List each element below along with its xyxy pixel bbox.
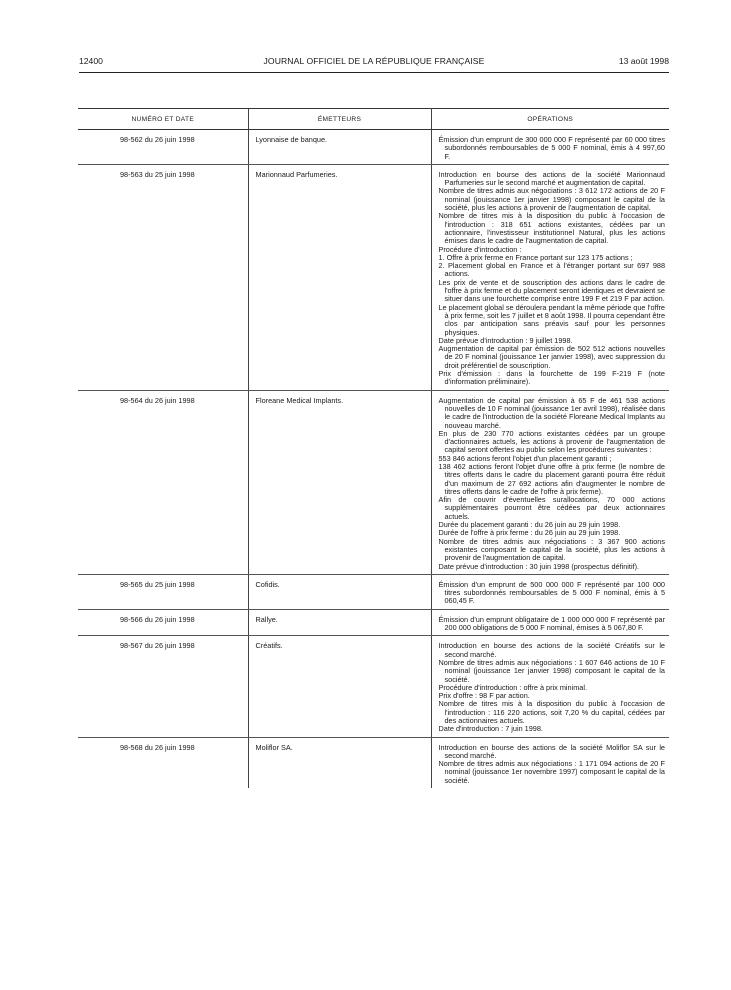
operation-paragraph: Prix d'offre : 98 F par action. — [438, 691, 530, 701]
operation-paragraph: 1. Offre à prix ferme en France portant sur 123 175 actions ; — [438, 252, 633, 262]
operation-paragraph: Date d'introduction : 7 juin 1998. — [438, 724, 543, 734]
row-numero: 98-562 du 26 juin 1998 — [78, 130, 248, 165]
row-operations — [431, 636, 669, 737]
header-rule — [79, 72, 669, 73]
operation-paragraph: Nombre de titres admis aux négociations : 1 607 646 actions de 10 F nominal (jouissance 1er janvier 1998) composant le capital de la société. — [438, 657, 665, 684]
row-numero: 98-567 du 26 juin 1998 — [78, 636, 248, 737]
table-row — [78, 574, 669, 609]
operation-paragraph: Émission d'un emprunt de 300 000 000 F représenté par 60 000 titres subordonnés remboursables de 5 000 F nominal, émis à 4 997,60 F. — [438, 135, 665, 161]
row-emetteur: Lyonnaise de banque. — [248, 130, 431, 165]
row-numero: 98-566 du 26 juin 1998 — [78, 609, 248, 636]
operation-paragraph: Introduction en bourse des actions de la société Marionnaud Parfumeries sur le second marché et augmentation de capital. — [438, 169, 665, 188]
row-operations — [431, 574, 669, 609]
operation-paragraph: Nombre de titres mis à la disposition du public à l'occasion de l'introduction : 116 220 actions, soit 7,20 % du capital, cédées par des actionnaires actuels. — [438, 699, 665, 725]
row-operations — [431, 164, 669, 390]
operation-paragraph: Durée du placement garanti : du 26 juin au 29 juin 1998. — [438, 520, 621, 530]
operation-paragraph: Date prévue d'introduction : 30 juin 1998 (prospectus définitif). — [438, 561, 640, 571]
row-numero: 98-565 du 25 juin 1998 — [78, 574, 248, 609]
row-numero: 98-568 du 26 juin 1998 — [120, 742, 195, 752]
row-emetteur: Rallye. — [248, 609, 431, 636]
operation-paragraph: Introduction en bourse des actions de la société Créatifs sur le second marché. — [438, 641, 665, 659]
journal-title: JOURNAL OFFICIEL DE LA RÉPUBLIQUE FRANÇAISE — [263, 56, 485, 66]
operation-paragraph: Émission d'un emprunt de 500 000 000 F représenté par 100 000 titres subordonnés remboursables de 5 000 F nominal, émis à 5 060,45 F. — [438, 579, 665, 606]
operations-table — [78, 108, 669, 788]
row-emetteur: Cofidis. — [248, 574, 431, 609]
table-row — [78, 636, 669, 737]
row-operations — [431, 609, 669, 636]
page-header — [79, 56, 669, 70]
publication-date: 13 août 1998 — [618, 56, 669, 66]
operation-paragraph: Le placement global se déroulera pendant la même période que l'offre à prix ferme, soit les 7 juillet et 8 août 1998. Il pourra cependant être clos par anticipation sans préavis sauf pour les personnes physiques. — [438, 302, 665, 337]
column-header-operations: OPÉRATIONS — [431, 109, 669, 130]
column-header-numero: NUMÉRO ET DATE — [78, 109, 248, 130]
operation-paragraph: Nombre de titres admis aux négociations : 3 612 172 actions de 20 F nominal (jouissance 1er janvier 1998) composant le capital de la société, plus les actions à provenir de l'augmentation de capital. — [438, 186, 665, 213]
table-row — [78, 164, 669, 390]
operation-paragraph: Introduction en bourse des actions de la société Moliflor SA sur le second marché. — [438, 742, 665, 760]
row-numero: 98-564 du 26 juin 1998 — [78, 390, 248, 574]
operation-paragraph: Augmentation de capital par émission à 65 F de 461 538 actions nouvelles de 10 F nominal (jouissance 1er avril 1998), réalisée dans le cadre de l'introduction de la société Floreane Medical Implants au nouveau marché. — [438, 395, 665, 430]
operation-paragraph: Émission d'un emprunt obligataire de 1 000 000 000 F représenté par 200 000 obligations de 5 000 F nominal, émises à 5 067,80 F. — [438, 614, 665, 633]
row-numero: 98-563 du 25 juin 1998 — [78, 164, 248, 390]
row-emetteur: Moliflor SA. — [248, 737, 431, 788]
operation-paragraph: Les prix de vente et de souscription des actions dans le cadre de l'offre à prix ferme et du placement seront identiques et devraient se situer dans une fourchette comprise entre 199 F et 219 F par action. — [438, 277, 665, 304]
row-operations — [431, 390, 669, 574]
row-operations — [431, 130, 669, 165]
operation-paragraph: Procédure d'introduction : offre à prix minimal. — [438, 682, 587, 692]
operation-paragraph: Nombre de titres admis aux négociations : 1 171 094 actions de 20 F nominal (jouissance 1er novembre 1997) composant le capital de la société. — [438, 759, 665, 785]
operation-paragraph: 2. Placement global en France et à l'étranger portant sur 697 988 actions. — [438, 261, 665, 279]
operation-paragraph: 138 462 actions feront l'objet d'une offre à prix ferme (le nombre de titres offerts dans le cadre du placement garanti pourra être réduit d'un maximum de 27 692 actions afin d'augmenter le nombre de titres offerts dans le cadre de l'offre à prix ferme). — [438, 461, 665, 496]
table-header-row — [78, 109, 669, 130]
operation-paragraph: Durée de l'offre à prix ferme : du 26 juin au 29 juin 1998. — [438, 528, 621, 538]
table-row — [78, 737, 669, 788]
row-operations — [431, 737, 669, 788]
operation-paragraph: Prix d'émission : dans la fourchette de 199 F-219 F (note d'information préliminaire). — [438, 369, 665, 387]
operation-paragraph: Procédure d'introduction : — [438, 244, 522, 254]
table-row — [78, 130, 669, 165]
table-row — [78, 390, 669, 574]
operation-paragraph: Augmentation de capital par émission de 502 512 actions nouvelles de 20 F nominal (jouissance 1er janvier 1998), avec suppression du droit préférentiel de souscription. — [438, 344, 665, 370]
operation-paragraph: Afin de couvrir d'éventuelles surallocations, 70 000 actions supplémentaires pourront être cédées par deux actionnaires actuels. — [438, 495, 665, 521]
row-emetteur: Floreane Medical Implants. — [248, 390, 431, 574]
operation-paragraph: Nombre de titres admis aux négociations : 3 367 900 actions existantes composant le capital de la société, plus les actions à provenir de l'augmentation de capital. — [438, 536, 665, 563]
page-number: 12400 — [79, 56, 103, 66]
operation-paragraph: Nombre de titres mis à la disposition du public à l'occasion de l'introduction : 318 651 actions existantes, cédées par un actionnaire, l'investisseur institutionnel Natural, plus les actions émises dans le cadre de l'augmentation de capital. — [438, 211, 665, 246]
table-row — [78, 609, 669, 636]
row-emetteur: Marionnaud Parfumeries. — [248, 164, 431, 390]
operation-paragraph: 553 846 actions feront l'objet d'un placement garanti ; — [438, 453, 612, 463]
operation-paragraph: En plus de 230 770 actions existantes cédées par un groupe d'actionnaires actuels, les actions à provenir de l'augmentation de capital seront offertes au public selon les procédures suivantes : — [438, 428, 665, 455]
row-emetteur: Créatifs. — [248, 636, 431, 737]
operation-paragraph: Date prévue d'introduction : 9 juillet 1998. — [438, 335, 573, 345]
column-header-emetteurs: ÉMETTEURS — [248, 109, 431, 130]
